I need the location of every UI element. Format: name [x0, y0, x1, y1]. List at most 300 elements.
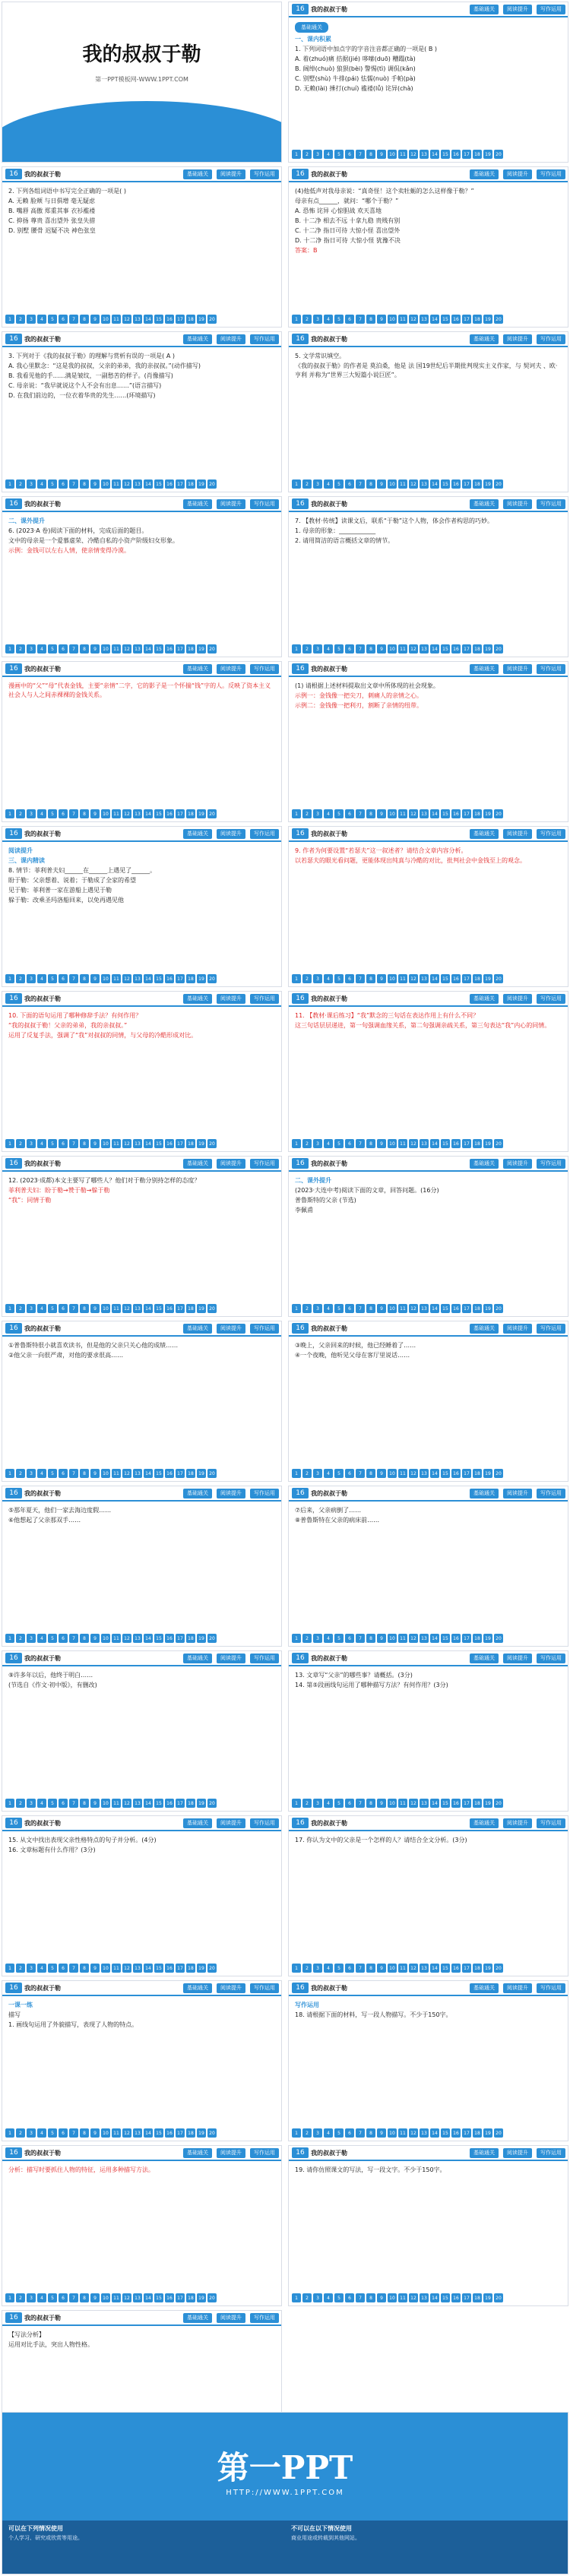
page-button[interactable]: 16 [165, 2128, 174, 2138]
page-button[interactable]: 9 [377, 1799, 386, 1808]
page-button[interactable]: 2 [302, 1964, 312, 1973]
page-nav[interactable] [292, 150, 565, 159]
page-button[interactable]: 7 [356, 644, 365, 653]
page-button[interactable]: 20 [207, 1469, 217, 1478]
page-button[interactable]: 18 [473, 809, 482, 818]
page-button[interactable]: 2 [16, 1304, 25, 1313]
page-button[interactable]: 13 [420, 150, 429, 159]
page-button[interactable]: 8 [366, 1304, 375, 1313]
page-button[interactable]: 10 [388, 1799, 397, 1808]
page-button[interactable]: 13 [133, 315, 142, 324]
page-button[interactable]: 8 [80, 2128, 89, 2138]
page-button[interactable]: 16 [451, 1634, 461, 1643]
page-button[interactable]: 5 [48, 315, 57, 324]
page-button[interactable]: 5 [334, 1634, 344, 1643]
page-button[interactable]: 14 [430, 1469, 439, 1478]
page-nav[interactable] [292, 974, 565, 983]
page-button[interactable]: 19 [197, 1139, 206, 1148]
tab-reading[interactable]: 阅读提升 [503, 2148, 532, 2158]
page-button[interactable]: 15 [441, 479, 450, 489]
tab-reading[interactable]: 阅读提升 [503, 1983, 532, 1993]
page-button[interactable]: 7 [356, 150, 365, 159]
page-button[interactable]: 15 [154, 1799, 163, 1808]
page-button[interactable]: 19 [197, 1799, 206, 1808]
page-button[interactable]: 17 [462, 644, 471, 653]
tab-writing[interactable]: 写作运用 [250, 1159, 279, 1169]
page-button[interactable]: 17 [462, 1304, 471, 1313]
page-button[interactable]: 3 [27, 1469, 36, 1478]
page-button[interactable]: 16 [165, 1304, 174, 1313]
page-button[interactable]: 15 [441, 1964, 450, 1973]
page-button[interactable]: 13 [133, 809, 142, 818]
page-button[interactable]: 10 [388, 1634, 397, 1643]
slide-13[interactable] [2, 991, 282, 1152]
page-button[interactable]: 14 [144, 1139, 153, 1148]
page-button[interactable]: 12 [409, 2293, 418, 2302]
page-button[interactable]: 17 [176, 1469, 185, 1478]
page-button[interactable]: 15 [441, 974, 450, 983]
page-button[interactable]: 13 [420, 1139, 429, 1148]
page-button[interactable]: 18 [186, 974, 195, 983]
page-button[interactable]: 16 [165, 1964, 174, 1973]
page-button[interactable]: 11 [112, 809, 121, 818]
page-button[interactable]: 8 [366, 644, 375, 653]
page-button[interactable]: 8 [80, 809, 89, 818]
page-button[interactable]: 1 [5, 479, 14, 489]
slide-9[interactable] [2, 661, 282, 822]
tab-reading[interactable]: 阅读提升 [217, 1654, 245, 1663]
page-nav[interactable] [5, 1304, 278, 1313]
page-button[interactable]: 1 [5, 809, 14, 818]
page-button[interactable]: 18 [473, 150, 482, 159]
tab-basic[interactable]: 基础通关 [183, 1324, 212, 1334]
page-button[interactable]: 12 [122, 2128, 131, 2138]
page-button[interactable]: 15 [441, 315, 450, 324]
page-button[interactable]: 2 [16, 644, 25, 653]
page-button[interactable]: 1 [292, 2128, 301, 2138]
page-button[interactable]: 16 [451, 1304, 461, 1313]
page-button[interactable]: 17 [462, 1799, 471, 1808]
page-button[interactable]: 3 [27, 1799, 36, 1808]
page-button[interactable]: 4 [37, 1799, 46, 1808]
page-button[interactable]: 17 [176, 809, 185, 818]
page-button[interactable]: 15 [154, 315, 163, 324]
slide-17[interactable] [2, 1321, 282, 1482]
page-button[interactable]: 20 [494, 1469, 503, 1478]
page-button[interactable]: 14 [144, 479, 153, 489]
page-button[interactable]: 17 [462, 1964, 471, 1973]
page-button[interactable]: 16 [451, 2128, 461, 2138]
page-button[interactable]: 16 [165, 1469, 174, 1478]
page-button[interactable]: 5 [334, 1469, 344, 1478]
page-button[interactable]: 3 [313, 1469, 322, 1478]
page-button[interactable]: 15 [154, 1139, 163, 1148]
page-button[interactable]: 13 [420, 2293, 429, 2302]
page-button[interactable]: 14 [144, 1469, 153, 1478]
page-button[interactable]: 1 [292, 1634, 301, 1643]
page-button[interactable]: 18 [473, 1304, 482, 1313]
page-button[interactable]: 9 [377, 809, 386, 818]
tab-writing[interactable]: 写作运用 [537, 1489, 565, 1498]
page-button[interactable]: 5 [48, 1799, 57, 1808]
page-button[interactable]: 15 [154, 644, 163, 653]
slide-24[interactable] [288, 1815, 568, 1976]
page-button[interactable]: 18 [186, 809, 195, 818]
page-button[interactable]: 3 [27, 479, 36, 489]
tab-reading[interactable]: 阅读提升 [217, 829, 245, 839]
tab-reading[interactable]: 阅读提升 [503, 1159, 532, 1169]
page-button[interactable]: 5 [334, 479, 344, 489]
page-button[interactable]: 4 [324, 1469, 333, 1478]
page-button[interactable]: 11 [398, 1964, 407, 1973]
tab-reading[interactable]: 阅读提升 [217, 499, 245, 509]
page-button[interactable]: 9 [90, 1469, 100, 1478]
tab-basic[interactable]: 基础通关 [183, 1654, 212, 1663]
page-button[interactable]: 12 [122, 974, 131, 983]
tab-basic[interactable]: 基础通关 [183, 994, 212, 1004]
page-button[interactable]: 3 [27, 1304, 36, 1313]
tab-reading[interactable]: 阅读提升 [503, 994, 532, 1004]
page-button[interactable]: 13 [420, 1799, 429, 1808]
page-button[interactable]: 12 [409, 644, 418, 653]
page-button[interactable]: 2 [302, 150, 312, 159]
tab-basic[interactable]: 基础通关 [470, 1983, 499, 1993]
page-button[interactable]: 12 [409, 974, 418, 983]
page-button[interactable]: 10 [101, 2293, 110, 2302]
tab-basic[interactable]: 基础通关 [183, 334, 212, 344]
page-button[interactable]: 6 [345, 150, 354, 159]
page-button[interactable]: 7 [356, 2293, 365, 2302]
page-button[interactable]: 7 [356, 1304, 365, 1313]
page-button[interactable]: 19 [483, 150, 492, 159]
page-button[interactable]: 15 [441, 2293, 450, 2302]
page-button[interactable]: 10 [101, 1469, 110, 1478]
page-button[interactable]: 15 [441, 2128, 450, 2138]
page-button[interactable]: 1 [292, 150, 301, 159]
page-nav[interactable] [292, 1799, 565, 1808]
page-button[interactable]: 14 [430, 2293, 439, 2302]
slide-22[interactable] [288, 1650, 568, 1812]
page-button[interactable]: 8 [80, 644, 89, 653]
page-button[interactable]: 12 [409, 1634, 418, 1643]
page-nav[interactable] [292, 809, 565, 818]
page-button[interactable]: 11 [398, 315, 407, 324]
page-button[interactable]: 16 [165, 1634, 174, 1643]
page-button[interactable]: 7 [69, 974, 78, 983]
page-button[interactable]: 11 [398, 2293, 407, 2302]
page-button[interactable]: 6 [59, 1964, 68, 1973]
page-button[interactable]: 6 [59, 809, 68, 818]
page-button[interactable]: 4 [37, 2128, 46, 2138]
page-button[interactable]: 5 [334, 809, 344, 818]
page-button[interactable]: 15 [154, 1304, 163, 1313]
page-button[interactable]: 6 [59, 1799, 68, 1808]
tab-basic[interactable]: 基础通关 [470, 5, 499, 14]
page-button[interactable]: 7 [356, 1139, 365, 1148]
page-button[interactable]: 1 [292, 1139, 301, 1148]
page-button[interactable]: 4 [324, 1139, 333, 1148]
page-button[interactable]: 9 [377, 150, 386, 159]
page-button[interactable]: 18 [186, 479, 195, 489]
page-button[interactable]: 18 [473, 315, 482, 324]
page-button[interactable]: 3 [27, 315, 36, 324]
page-button[interactable]: 10 [388, 479, 397, 489]
page-button[interactable]: 11 [398, 479, 407, 489]
page-button[interactable]: 9 [90, 809, 100, 818]
page-button[interactable]: 18 [473, 974, 482, 983]
page-button[interactable]: 12 [122, 1139, 131, 1148]
page-button[interactable]: 13 [133, 1634, 142, 1643]
page-button[interactable]: 2 [302, 1634, 312, 1643]
page-button[interactable]: 1 [292, 1799, 301, 1808]
page-button[interactable]: 3 [27, 2293, 36, 2302]
page-button[interactable]: 7 [356, 2128, 365, 2138]
page-button[interactable]: 16 [451, 315, 461, 324]
page-button[interactable]: 3 [313, 2293, 322, 2302]
tab-basic[interactable]: 基础通关 [183, 829, 212, 839]
tab-reading[interactable]: 阅读提升 [503, 664, 532, 674]
page-button[interactable]: 20 [494, 150, 503, 159]
page-button[interactable]: 19 [483, 1634, 492, 1643]
page-button[interactable]: 4 [37, 1634, 46, 1643]
page-button[interactable]: 13 [420, 479, 429, 489]
page-nav[interactable] [5, 2293, 278, 2302]
page-button[interactable]: 13 [133, 479, 142, 489]
page-button[interactable]: 18 [473, 1799, 482, 1808]
page-button[interactable]: 9 [90, 1799, 100, 1808]
page-nav[interactable] [292, 315, 565, 324]
page-button[interactable]: 17 [176, 1139, 185, 1148]
page-button[interactable]: 12 [122, 1799, 131, 1808]
tab-writing[interactable]: 写作运用 [250, 2148, 279, 2158]
page-button[interactable]: 10 [388, 315, 397, 324]
page-button[interactable]: 13 [420, 2128, 429, 2138]
page-button[interactable]: 16 [165, 644, 174, 653]
page-button[interactable]: 17 [462, 1139, 471, 1148]
tab-reading[interactable]: 阅读提升 [217, 2313, 245, 2323]
page-button[interactable]: 6 [59, 1304, 68, 1313]
page-button[interactable]: 19 [197, 479, 206, 489]
slide-27[interactable] [2, 2145, 282, 2306]
page-button[interactable]: 5 [48, 1634, 57, 1643]
page-button[interactable]: 20 [207, 809, 217, 818]
page-button[interactable]: 20 [494, 1634, 503, 1643]
page-button[interactable]: 2 [16, 315, 25, 324]
page-button[interactable]: 16 [165, 1139, 174, 1148]
tab-writing[interactable]: 写作运用 [537, 664, 565, 674]
page-button[interactable]: 16 [165, 479, 174, 489]
page-button[interactable]: 1 [5, 2128, 14, 2138]
page-button[interactable]: 11 [398, 644, 407, 653]
page-button[interactable]: 11 [112, 1964, 121, 1973]
page-button[interactable]: 19 [483, 974, 492, 983]
page-button[interactable]: 8 [80, 1469, 89, 1478]
tab-writing[interactable]: 写作运用 [537, 994, 565, 1004]
page-button[interactable]: 10 [101, 644, 110, 653]
page-button[interactable]: 12 [122, 809, 131, 818]
page-button[interactable]: 11 [112, 1139, 121, 1148]
page-button[interactable]: 11 [112, 2293, 121, 2302]
page-button[interactable]: 13 [133, 2293, 142, 2302]
page-button[interactable]: 7 [356, 974, 365, 983]
page-button[interactable]: 9 [90, 1304, 100, 1313]
slide-23[interactable] [2, 1815, 282, 1976]
tab-reading[interactable]: 阅读提升 [503, 1489, 532, 1498]
slide-26[interactable] [288, 1980, 568, 2141]
tab-reading[interactable]: 阅读提升 [217, 664, 245, 674]
page-button[interactable]: 6 [59, 1469, 68, 1478]
page-button[interactable]: 2 [16, 479, 25, 489]
page-button[interactable]: 15 [154, 479, 163, 489]
page-button[interactable]: 20 [494, 1964, 503, 1973]
page-button[interactable]: 4 [37, 315, 46, 324]
page-button[interactable]: 4 [324, 150, 333, 159]
tab-writing[interactable]: 写作运用 [250, 334, 279, 344]
page-button[interactable]: 19 [197, 974, 206, 983]
page-button[interactable]: 14 [430, 2128, 439, 2138]
page-nav[interactable] [292, 479, 565, 489]
page-nav[interactable] [5, 644, 278, 653]
page-button[interactable]: 6 [345, 809, 354, 818]
page-button[interactable]: 5 [334, 974, 344, 983]
page-button[interactable]: 20 [494, 974, 503, 983]
tab-writing[interactable]: 写作运用 [537, 499, 565, 509]
page-button[interactable]: 2 [16, 1799, 25, 1808]
page-button[interactable]: 17 [462, 2128, 471, 2138]
page-button[interactable]: 14 [144, 809, 153, 818]
page-button[interactable]: 15 [441, 809, 450, 818]
page-button[interactable]: 3 [313, 644, 322, 653]
page-button[interactable]: 4 [324, 2293, 333, 2302]
page-nav[interactable] [5, 1799, 278, 1808]
page-button[interactable]: 20 [494, 2128, 503, 2138]
page-button[interactable]: 20 [207, 1304, 217, 1313]
page-button[interactable]: 7 [69, 315, 78, 324]
page-button[interactable]: 2 [16, 1469, 25, 1478]
page-button[interactable]: 5 [48, 479, 57, 489]
page-button[interactable]: 10 [388, 1964, 397, 1973]
page-button[interactable]: 6 [345, 2293, 354, 2302]
page-button[interactable]: 17 [176, 1304, 185, 1313]
page-button[interactable]: 10 [101, 479, 110, 489]
page-button[interactable]: 5 [48, 1304, 57, 1313]
page-button[interactable]: 14 [430, 1139, 439, 1148]
page-button[interactable]: 13 [133, 2128, 142, 2138]
tab-basic[interactable]: 基础通关 [470, 169, 499, 179]
page-nav[interactable] [292, 1469, 565, 1478]
page-button[interactable]: 14 [144, 644, 153, 653]
tab-reading[interactable]: 阅读提升 [503, 1654, 532, 1663]
page-nav[interactable] [5, 1469, 278, 1478]
page-button[interactable]: 4 [37, 1139, 46, 1148]
page-button[interactable]: 8 [80, 974, 89, 983]
slide-4[interactable] [288, 166, 568, 328]
page-button[interactable]: 12 [122, 1634, 131, 1643]
page-button[interactable]: 17 [462, 809, 471, 818]
page-button[interactable]: 9 [90, 1634, 100, 1643]
page-button[interactable]: 10 [388, 1469, 397, 1478]
page-button[interactable]: 5 [334, 1964, 344, 1973]
tab-basic[interactable]: 基础通关 [183, 169, 212, 179]
page-button[interactable]: 4 [324, 974, 333, 983]
page-button[interactable]: 5 [48, 1139, 57, 1148]
page-button[interactable]: 14 [430, 150, 439, 159]
tab-writing[interactable]: 写作运用 [250, 994, 279, 1004]
page-button[interactable]: 13 [133, 974, 142, 983]
page-button[interactable]: 14 [144, 1634, 153, 1643]
tab-writing[interactable]: 写作运用 [250, 1818, 279, 1828]
page-button[interactable]: 1 [292, 1964, 301, 1973]
page-button[interactable]: 9 [90, 315, 100, 324]
tab-basic[interactable]: 基础通关 [183, 664, 212, 674]
page-button[interactable]: 20 [207, 315, 217, 324]
slide-16[interactable] [288, 1156, 568, 1317]
tab-reading[interactable]: 阅读提升 [503, 1818, 532, 1828]
page-button[interactable]: 2 [302, 2293, 312, 2302]
page-nav[interactable] [5, 2128, 278, 2138]
page-button[interactable]: 16 [451, 644, 461, 653]
page-button[interactable]: 17 [462, 1634, 471, 1643]
page-nav[interactable] [5, 1964, 278, 1973]
page-button[interactable]: 3 [313, 1634, 322, 1643]
slide-3[interactable] [2, 166, 282, 328]
page-button[interactable]: 13 [420, 1634, 429, 1643]
page-button[interactable]: 2 [16, 2293, 25, 2302]
page-button[interactable]: 11 [112, 644, 121, 653]
page-button[interactable]: 10 [101, 974, 110, 983]
page-button[interactable]: 4 [324, 644, 333, 653]
page-button[interactable]: 16 [451, 1139, 461, 1148]
page-button[interactable]: 2 [302, 1799, 312, 1808]
page-button[interactable]: 10 [101, 2128, 110, 2138]
page-nav[interactable] [292, 2293, 565, 2302]
page-button[interactable]: 9 [90, 974, 100, 983]
page-button[interactable]: 7 [69, 1139, 78, 1148]
page-button[interactable]: 10 [388, 974, 397, 983]
page-button[interactable]: 10 [388, 1304, 397, 1313]
page-button[interactable]: 5 [334, 1799, 344, 1808]
page-button[interactable]: 15 [154, 2293, 163, 2302]
slide-21[interactable] [2, 1650, 282, 1812]
page-button[interactable]: 20 [207, 974, 217, 983]
page-button[interactable]: 12 [122, 2293, 131, 2302]
page-button[interactable]: 18 [473, 1964, 482, 1973]
page-button[interactable]: 2 [302, 1304, 312, 1313]
tab-basic[interactable]: 基础通关 [183, 2313, 212, 2323]
page-button[interactable]: 19 [197, 644, 206, 653]
page-button[interactable]: 3 [313, 809, 322, 818]
page-nav[interactable] [5, 479, 278, 489]
page-button[interactable]: 1 [292, 974, 301, 983]
page-nav[interactable] [292, 1964, 565, 1973]
page-button[interactable]: 8 [80, 479, 89, 489]
page-button[interactable]: 6 [59, 479, 68, 489]
page-button[interactable]: 7 [356, 315, 365, 324]
page-button[interactable]: 7 [69, 644, 78, 653]
page-button[interactable]: 15 [441, 1139, 450, 1148]
page-button[interactable]: 19 [483, 2293, 492, 2302]
page-button[interactable]: 6 [59, 315, 68, 324]
page-button[interactable]: 3 [313, 1799, 322, 1808]
page-button[interactable]: 9 [377, 1304, 386, 1313]
page-button[interactable]: 7 [69, 1634, 78, 1643]
page-button[interactable]: 16 [165, 2293, 174, 2302]
page-button[interactable]: 2 [16, 809, 25, 818]
page-nav[interactable] [5, 1634, 278, 1643]
page-button[interactable]: 12 [409, 2128, 418, 2138]
page-button[interactable]: 15 [441, 1634, 450, 1643]
page-button[interactable]: 17 [462, 974, 471, 983]
